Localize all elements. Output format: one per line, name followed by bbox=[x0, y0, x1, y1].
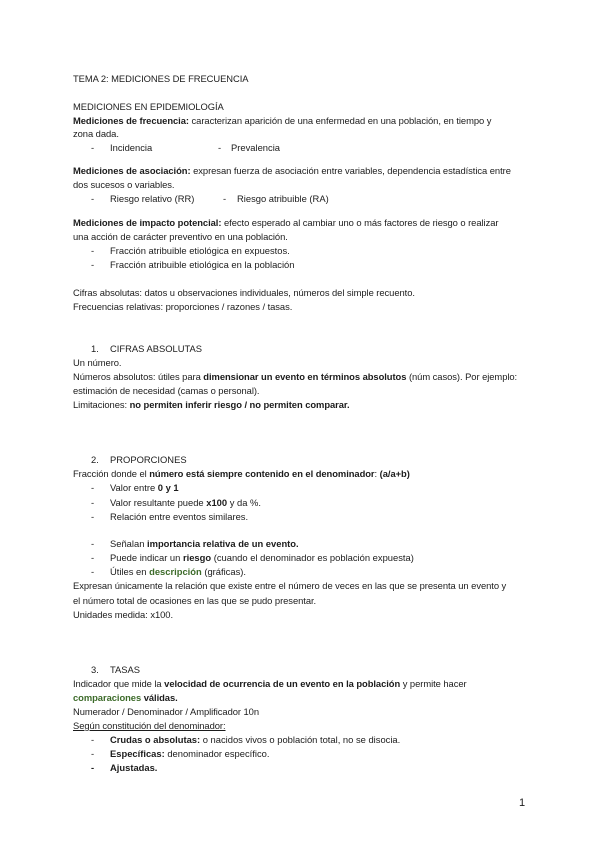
paragraph-text: Expresan únicamente la relación que existe entre el número de veces en las que se presenta un evento y bbox=[73, 580, 507, 591]
paragraph-text: expresan fuerza de asociación entre variables, dependencia estadística entre bbox=[190, 165, 511, 176]
text-emphasis-green: descripción bbox=[149, 566, 202, 577]
bullet-dash: - bbox=[91, 734, 95, 745]
list-item: Prevalencia bbox=[231, 142, 280, 153]
list-item bbox=[110, 537, 299, 550]
bullet-dash: - bbox=[223, 193, 227, 204]
list-item bbox=[110, 761, 157, 774]
section-title: TASAS bbox=[110, 664, 141, 675]
list-item: Fracción atribuible etiológica en la población bbox=[110, 259, 295, 270]
section-title: PROPORCIONES bbox=[110, 454, 187, 465]
text-emphasis: importancia relativa de un evento. bbox=[147, 538, 299, 549]
bullet-dash: - bbox=[91, 748, 95, 759]
list-item: Riesgo relativo (RR) bbox=[110, 193, 195, 204]
text-emphasis: Específicas: bbox=[110, 748, 165, 759]
text-run: Útiles en bbox=[110, 566, 150, 577]
section-number: 1. bbox=[91, 343, 99, 354]
list-item bbox=[110, 747, 269, 760]
list-item bbox=[110, 733, 400, 746]
text-emphasis: riesgo bbox=[182, 552, 212, 563]
text-emphasis: (a/a+b) bbox=[379, 468, 410, 479]
text-run: y da %. bbox=[227, 497, 261, 508]
bullet-dash: - bbox=[91, 193, 95, 204]
bullet-dash: - bbox=[91, 259, 95, 270]
list-item bbox=[110, 551, 414, 564]
text-run: Fracción donde el bbox=[73, 468, 150, 479]
bullet-dash: - bbox=[91, 482, 95, 493]
list-item: Riesgo atribuible (RA) bbox=[237, 193, 329, 204]
paragraph-underlined: Según constitución del denominador: bbox=[73, 720, 226, 731]
paragraph-continuation: una acción de carácter preventivo en una población. bbox=[73, 231, 288, 242]
list-item bbox=[110, 481, 179, 494]
list-item bbox=[110, 565, 246, 578]
paragraph-impacto bbox=[73, 216, 498, 229]
bullet-dash: - bbox=[91, 762, 95, 773]
text-emphasis: dimensionar un evento en términos absolutos bbox=[203, 371, 407, 382]
text-emphasis: velocidad de ocurrencia de un evento en la población bbox=[164, 678, 401, 689]
list-item: Relación entre eventos similares. bbox=[110, 511, 249, 522]
list-item: Incidencia bbox=[110, 142, 153, 153]
paragraph-text bbox=[73, 691, 178, 704]
bullet-dash: - bbox=[91, 142, 95, 153]
paragraph-frecuencia bbox=[73, 114, 491, 127]
term-label: Mediciones de impacto potencial: bbox=[73, 217, 222, 228]
list-item bbox=[110, 496, 261, 509]
paragraph-text: Un número. bbox=[73, 357, 122, 368]
section-title: CIFRAS ABSOLUTAS bbox=[110, 343, 203, 354]
paragraph-text bbox=[73, 677, 467, 690]
bullet-dash: - bbox=[91, 552, 95, 563]
paragraph-cifras: Cifras absolutas: datos u observaciones individuales, números del simple recuento. bbox=[73, 287, 415, 298]
text-run: Limitaciones: bbox=[73, 399, 130, 410]
text-run: Indicador que mide la bbox=[73, 678, 165, 689]
paragraph-frecuencias: Frecuencias relativas: proporciones / razones / tasas. bbox=[73, 301, 293, 312]
text-run: denominador específico. bbox=[164, 748, 270, 759]
bullet-dash: - bbox=[91, 511, 95, 522]
text-run: Puede indicar un bbox=[110, 552, 183, 563]
bullet-dash: - bbox=[91, 538, 95, 549]
paragraph-continuation: zona dada. bbox=[73, 128, 119, 139]
paragraph-text: Numerador / Denominador / Amplificador 10n bbox=[73, 706, 260, 717]
text-run: (gráficas). bbox=[201, 566, 246, 577]
paragraph-text: efecto esperado al cambiar uno o más factores de riesgo o realizar bbox=[221, 217, 499, 228]
paragraph-text: Unidades medida: x100. bbox=[73, 609, 174, 620]
text-emphasis: x100 bbox=[206, 497, 228, 508]
text-run: : bbox=[374, 468, 380, 479]
paragraph-asociacion bbox=[73, 164, 511, 177]
text-run: y permite hacer bbox=[400, 678, 467, 689]
paragraph-text: estimación de necesidad (camas o personal). bbox=[73, 385, 260, 396]
section-number: 3. bbox=[91, 664, 99, 675]
page-number: 1 bbox=[519, 797, 526, 809]
bullet-dash: - bbox=[91, 566, 95, 577]
section-heading: MEDICIONES EN EPIDEMIOLOGÍA bbox=[73, 101, 224, 112]
paragraph-continuation: dos sucesos o variables. bbox=[73, 179, 175, 190]
text-emphasis: no permiten inferir riesgo / no permiten comparar. bbox=[129, 399, 350, 410]
term-label: Mediciones de frecuencia: bbox=[73, 115, 189, 126]
paragraph-text bbox=[73, 370, 517, 383]
text-run: Números absolutos: útiles para bbox=[73, 371, 204, 382]
text-run: Valor entre bbox=[110, 482, 158, 493]
text-emphasis: Ajustadas. bbox=[110, 762, 158, 773]
text-run: (cuando el denominador es población expuesta) bbox=[211, 552, 414, 563]
bullet-dash: - bbox=[91, 245, 95, 256]
text-emphasis: número está siempre contenido en el denominador bbox=[149, 468, 375, 479]
paragraph-text bbox=[73, 398, 350, 411]
paragraph-text: el número total de ocasiones en las que se pudo presentar. bbox=[73, 595, 317, 606]
text-emphasis-green: comparaciones bbox=[73, 692, 142, 703]
bullet-dash: - bbox=[91, 497, 95, 508]
text-run: Valor resultante puede bbox=[110, 497, 207, 508]
section-number: 2. bbox=[91, 454, 99, 465]
text-emphasis: válidas. bbox=[141, 692, 178, 703]
text-run: Señalan bbox=[110, 538, 148, 549]
bullet-dash: - bbox=[218, 142, 222, 153]
text-run: (núm casos). Por ejemplo: bbox=[406, 371, 518, 382]
paragraph-text bbox=[73, 467, 410, 480]
list-item: Fracción atribuible etiológica en expuestos. bbox=[110, 245, 290, 256]
text-run: o nacidos vivos o población total, no se disocia. bbox=[200, 734, 401, 745]
paragraph-text: caracterizan aparición de una enfermedad en una población, en tiempo y bbox=[188, 115, 492, 126]
document-title: TEMA 2: MEDICIONES DE FRECUENCIA bbox=[73, 73, 249, 84]
text-emphasis: Crudas o absolutas: bbox=[110, 734, 201, 745]
text-emphasis: 0 y 1 bbox=[157, 482, 179, 493]
term-label: Mediciones de asociación: bbox=[73, 165, 191, 176]
